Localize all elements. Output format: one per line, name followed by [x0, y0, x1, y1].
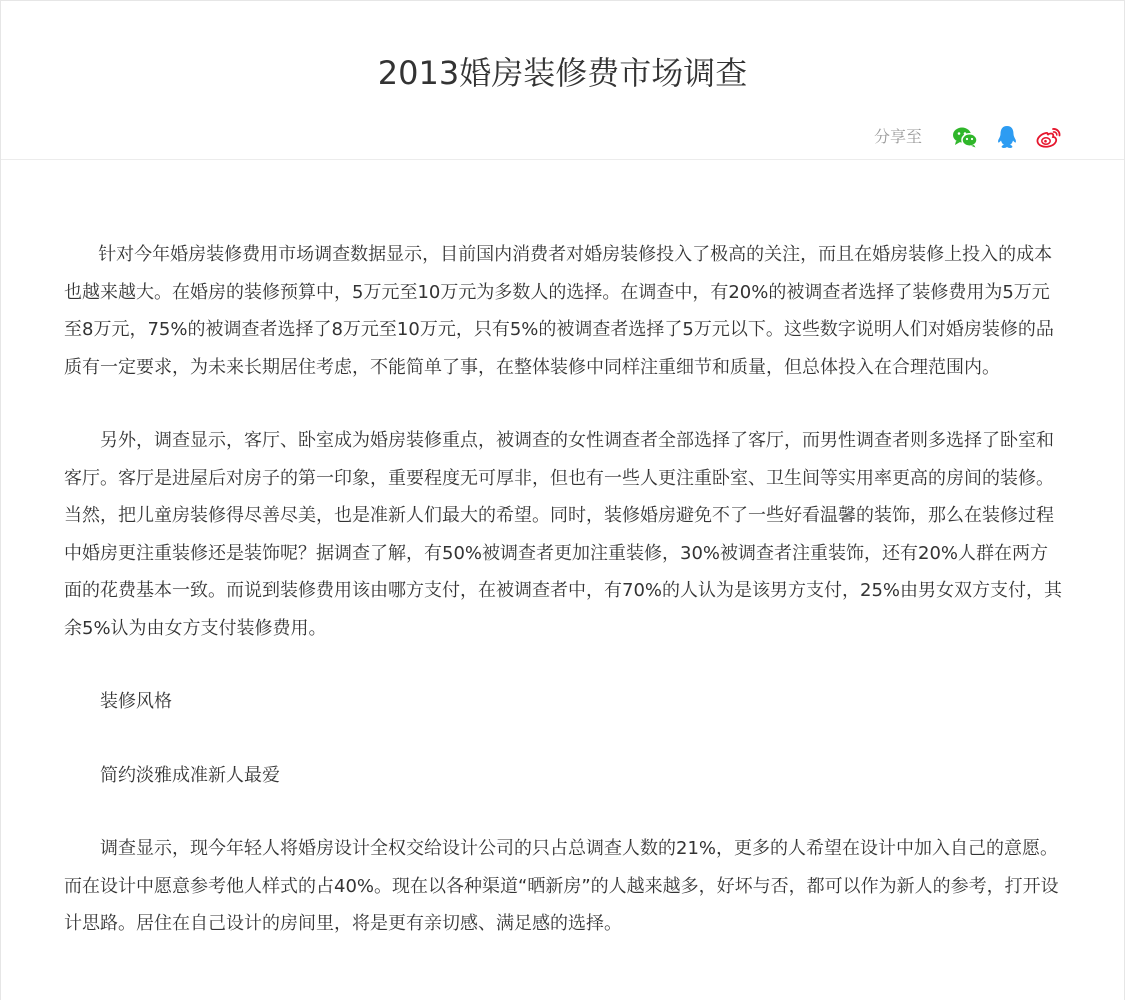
share-wechat-button[interactable]	[952, 124, 978, 150]
share-qq-button[interactable]	[994, 124, 1020, 150]
qq-icon	[997, 125, 1017, 149]
article-paragraph: 调查显示，现今年轻人将婚房设计全权交给设计公司的只占总调查人数的21%，更多的人希望在设计中加入自己的意愿。而在设计中愿意参考他人样式的占40%。现在以各种渠道“晒新房”的人越来越多，好坏与否，都可以作为新人的参考，打开设计思路。居住在自己设计的房间里，将是更有亲切感、满足感的选择。	[64, 838, 1059, 934]
article-paragraph: 针对今年婚房装修费用市场调查数据显示，目前国内消费者对婚房装修投入了极高的关注，而且在婚房装修上投入的成本也越来越大。在婚房的装修预算中，5万元至10万元为多数人的选择。在调查中，有20%的被调查者选择了装修费用为5万元至8万元，75%的被调查者选择了8万元至10万元，只有5%的被调查者选择了5万元以下。这些数字说明人们对婚房装修的品质有一定要求，为未来长期居住考虑，不能简单了事，在整体装修中同样注重细节和质量，但总体投入在合理范围内。	[64, 244, 1054, 378]
share-label: 分享至	[873, 127, 922, 146]
article-header	[1, 1, 1124, 160]
weibo-icon	[1036, 126, 1062, 148]
share-bar	[874, 123, 1062, 151]
article-paragraph: 另外，调查显示，客厅、卧室成为婚房装修重点，被调查的女性调查者全部选择了客厅，而男性调查者则多选择了卧室和客厅。客厅是进屋后对房子的第一印象，重要程度无可厚非，但也有一些人更注重卧室、卫生间等实用率更高的房间的装修。当然，把儿童房装修得尽善尽美，也是准新人们最大的希望。同时，装修婚房避免不了一些好看温馨的装饰，那么在装修过程中婚房更注重装修还是装饰呢？据调查了解，有50%被调查者更加注重装修，30%被调查者注重装饰，还有20%人群在两方面的花费基本一致。而说到装修费用该由哪方支付，在被调查者中，有70%的人认为是该男方支付，25%由男女双方支付，其余5%认为由女方支付装修费用。	[64, 430, 1063, 639]
article-body	[1, 236, 1124, 943]
section-heading: 装修风格	[100, 691, 172, 712]
article-title: 2013婚房装修费市场调查	[377, 54, 748, 92]
section-subheading: 简约淡雅成准新人最爱	[100, 764, 280, 786]
wechat-icon	[952, 126, 978, 148]
share-weibo-button[interactable]	[1036, 124, 1062, 150]
